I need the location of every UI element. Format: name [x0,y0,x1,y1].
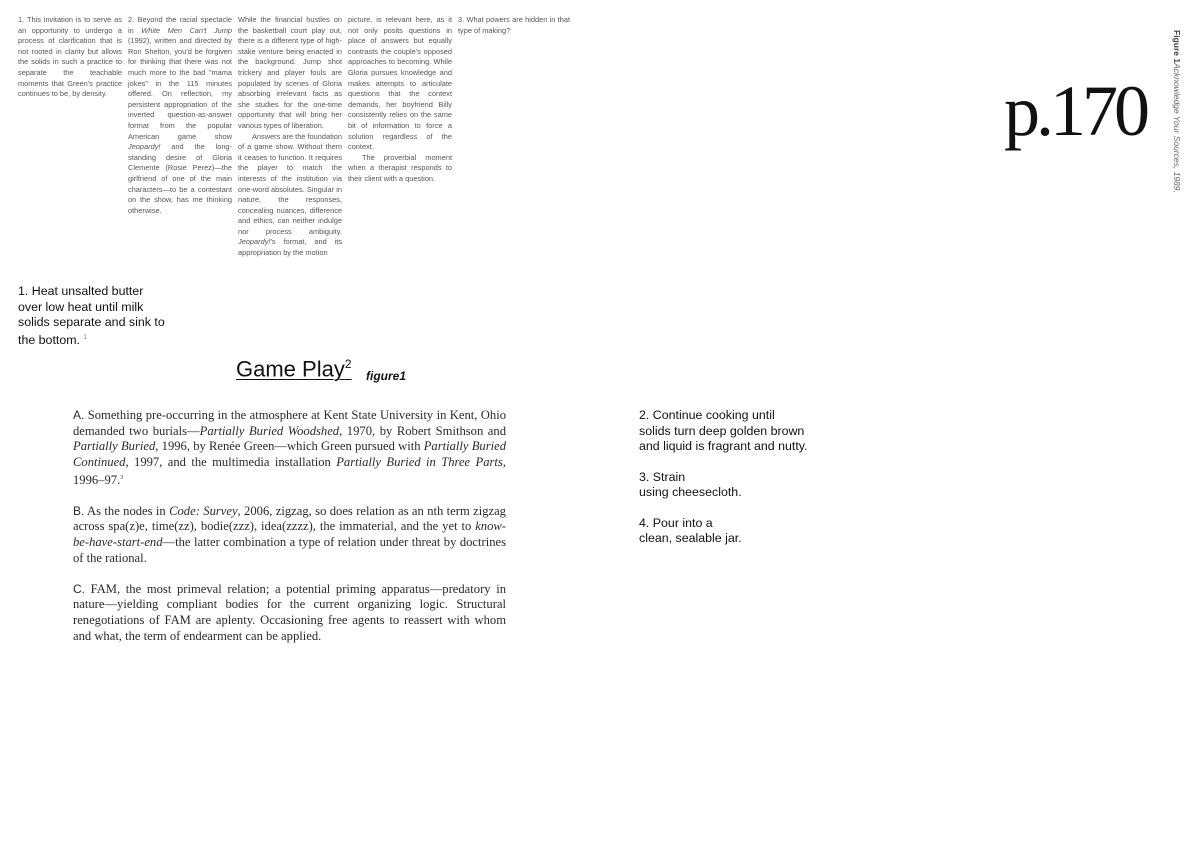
footnote-column-1 [18,15,122,100]
footnote-paragraph: The proverbial moment when a therapist responds to their client with a question. [348,152,452,183]
footnote-ref: 3 [120,474,124,481]
footnote-ref: 2 [344,357,352,371]
footnote-column-5 [458,15,570,36]
footnote-paragraph: Answers are the foundation of a game show. Without them it ceases to function. It requires the player to match the interests of the institution via one-word absolutes. Singular in nature, the responses, concealing nuances, difference and ethics, can neither indulge nor process ambiguity. Jeopardy!'s format, and its appropriation by the motion [238,131,342,258]
footnote-2: 2. Beyond the racial spectacle in White Men Can't Jump (1992), written and directed by Ron Shelton, you'd be forgiven for thinking that there was not much more to the bad "mama jokes" in the 115 minutes offered. On reflection, my persistent appropriation of the inverted question-as-answer format from the popular American game show Jeopardy! and the long-standing desire of Gloria Clemente (Rosie Perez)—the girlfriend of one of the main characters—to be a contestant on the show, has me thinking otherwise. [128,15,233,215]
figure-caption: Figure 1Acknowledge Your Sources, 1989. [1172,30,1182,193]
footnote-column-2 [128,15,232,216]
footnote-paragraph: picture, is relevant here, as it not only posits questions in place of answers but equally contrasts the couple's opposed approaches to becoming. While Gloria pursues knowledge and makes attempts to articulate questions that the context demands, her boyfriend Billy consistently relies on the same bit of information to force a solution regardless of the context. [348,15,452,152]
page-number: p.170 [1004,71,1146,151]
body-text [73,408,506,659]
recipe-step-2: 2. Continue cooking until solids turn deep golden brown and liquid is fragrant and nutty. [639,408,808,453]
film-title: White Men Can't Jump [141,25,233,35]
footnote-column-3 [238,15,342,259]
footnote-paragraph: While the financial hustles on the basketball court play out, there is a different type of high-stake venture being enacted in the background. Jump shot trickery and player fouls are populated by scenes of Gloria absorbing irrelevant facts as she studies for the one-time opportunity that will bring her various types of liberation. [238,15,342,130]
figure-tag: figure1 [366,369,407,383]
recipe-steps [639,408,809,562]
show-title: Jeopardy! [238,237,271,247]
paragraph-c: C. FAM, the most primeval relation; a potential priming apparatus—predatory in nature—yielding compliant bodies for the current organizing logic. Structural renegotiations of FAM are aplenty. Occasioning free agents to reassert with whom and what, the term of endearment can be applied. [73,581,506,643]
recipe-step-3: 3. Strain using cheesecloth. [639,469,742,499]
footnote-1: 1. This invitation is to serve as an opportunity to undergo a process of clarification that is not rooted in clarity but allows the solids in such a practice to separate the teachable moments that Green's practice continues to be, by density. [18,15,122,99]
recipe-step-1: 1. Heat unsalted butter over low heat until milk solids separate and sink to the bottom. $^1$ [18,284,165,347]
show-title: Jeopardy! [128,142,161,152]
page-title: Game Play$^2$ [236,356,352,382]
paragraph-a: A. Something pre-occurring in the atmosphere at Kent State University in Kent, Ohio demanded two burials—Partially Buried Woodshed, 1970, by Robert Smithson and Partially Buried, 1996, by Renée Green—which Green pursued with Partially Buried Continued, 1997, and the multimedia installation Partially Buried in Three Parts, 1996–97.$^3$ [73,408,507,487]
paragraph-b: B. As the nodes in Code: Survey, 2006, zigzag, so does relation as an nth term zigzag across spa(z)e, time(zz), bodie(zzz), idea(zzzz), the immaterial, and the yet to know-be-have-start-end—the latter combination a type of relation under threat by doctrines of the rational. [73,503,506,565]
recipe-step-4: 4. Pour into a clean, sealable jar. [639,515,742,545]
footnote-column-4 [348,15,452,185]
footnote-ref: 1 [83,334,87,341]
footnote-3: 3. What powers are hidden in that type of making? [458,15,570,35]
